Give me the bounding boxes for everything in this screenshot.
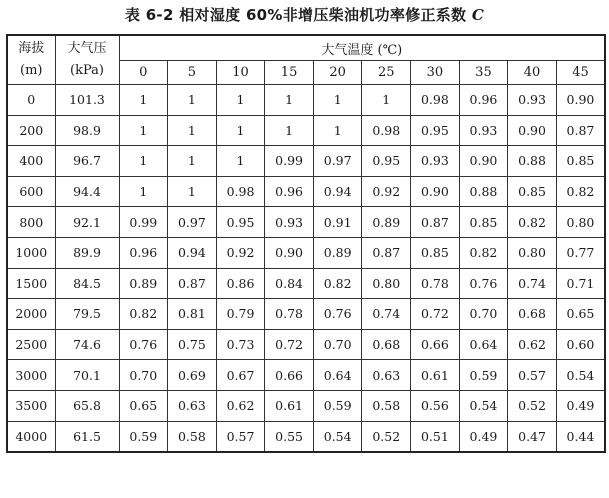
correction-factor-cell: 0.65 [119,390,168,421]
temperature-column-header: 25 [362,61,411,85]
table-row [7,268,605,299]
table-title-text: 表 6-2 相对湿度 60%非增压柴油机功率修正系数 [124,6,472,24]
correction-factor-cell: 0.66 [265,360,314,391]
correction-factor-cell: 0.73 [216,329,265,360]
temperature-column-header: 5 [168,61,217,85]
correction-factor-cell: 1 [216,146,265,177]
correction-factor-cell: 0.79 [216,299,265,330]
correction-factor-cell: 0.72 [411,299,460,330]
correction-factor-cell: 0.94 [168,237,217,268]
correction-factor-cell: 0.82 [508,207,557,238]
correction-factor-cell: 1 [265,115,314,146]
correction-factor-cell: 0.80 [362,268,411,299]
correction-factor-cell: 0.47 [508,421,557,452]
correction-factor-cell: 0.64 [313,360,362,391]
correction-factor-cell: 0.85 [459,207,508,238]
table-title [0,3,609,27]
correction-factor-cell: 0.80 [508,237,557,268]
correction-factor-cell: 0.78 [411,268,460,299]
correction-factor-cell: 0.90 [411,176,460,207]
altitude-header-unit: (m) [20,63,43,78]
altitude-cell: 800 [7,207,55,238]
correction-factor-cell: 0.90 [265,237,314,268]
correction-factor-cell: 0.97 [168,207,217,238]
correction-factor-cell: 0.89 [313,237,362,268]
correction-factor-cell: 0.71 [556,268,605,299]
correction-factor-cell: 1 [168,146,217,177]
correction-factor-cell: 0.78 [265,299,314,330]
correction-factor-cell: 0.54 [459,390,508,421]
correction-factor-cell: 0.96 [459,85,508,116]
correction-factor-cell: 0.63 [362,360,411,391]
correction-factor-cell: 0.69 [168,360,217,391]
correction-factor-cell: 0.81 [168,299,217,330]
correction-factor-cell: 0.74 [362,299,411,330]
temperature-column-header: 40 [508,61,557,85]
correction-factor-cell: 0.87 [362,237,411,268]
correction-factor-cell: 0.74 [508,268,557,299]
pressure-cell: 79.5 [55,299,119,330]
altitude-cell: 1500 [7,268,55,299]
pressure-header-label: 大气压 [67,41,107,56]
correction-factor-cell: 0.85 [556,146,605,177]
correction-factor-cell: 0.93 [265,207,314,238]
correction-factor-cell: 0.52 [362,421,411,452]
correction-factor-cell: 0.85 [508,176,557,207]
temperature-group-header: 大气温度 (℃) [119,35,605,61]
correction-factor-cell: 0.62 [508,329,557,360]
correction-factor-cell: 1 [168,176,217,207]
correction-factor-cell: 0.70 [119,360,168,391]
correction-factor-cell: 1 [119,115,168,146]
correction-factor-cell: 0.96 [119,237,168,268]
correction-factor-cell: 0.87 [411,207,460,238]
correction-factor-cell: 0.77 [556,237,605,268]
altitude-cell: 3500 [7,390,55,421]
correction-factor-cell: 0.76 [119,329,168,360]
temperature-column-header: 35 [459,61,508,85]
correction-factor-cell: 0.96 [265,176,314,207]
correction-factor-cell: 0.76 [313,299,362,330]
correction-factor-cell: 0.80 [556,207,605,238]
correction-factor-cell: 0.85 [411,237,460,268]
correction-factor-cell: 0.75 [168,329,217,360]
correction-factor-cell: 0.49 [556,390,605,421]
correction-factor-cell: 0.90 [508,115,557,146]
correction-factor-cell: 0.93 [411,146,460,177]
correction-factor-cell: 0.70 [313,329,362,360]
correction-factor-cell: 1 [119,146,168,177]
pressure-cell: 84.5 [55,268,119,299]
correction-factor-cell: 0.93 [508,85,557,116]
correction-factor-cell: 0.97 [313,146,362,177]
pressure-cell: 65.8 [55,390,119,421]
pressure-cell: 92.1 [55,207,119,238]
correction-factor-cell: 1 [168,115,217,146]
correction-factor-cell: 0.76 [459,268,508,299]
correction-factor-cell: 0.52 [508,390,557,421]
pressure-header [55,35,119,85]
correction-factor-cell: 1 [265,85,314,116]
pressure-cell: 98.9 [55,115,119,146]
correction-factor-cell: 0.93 [459,115,508,146]
correction-factor-cell: 0.87 [168,268,217,299]
correction-factor-cell: 0.68 [508,299,557,330]
correction-factor-cell: 1 [313,115,362,146]
table-row [7,360,605,391]
table-row [7,390,605,421]
correction-factor-cell: 0.92 [362,176,411,207]
correction-factor-cell: 0.82 [459,237,508,268]
correction-factor-cell: 0.62 [216,390,265,421]
correction-factor-cell: 0.57 [216,421,265,452]
table-row [7,146,605,177]
correction-factor-cell: 0.44 [556,421,605,452]
correction-factor-cell: 0.84 [265,268,314,299]
correction-factor-cell: 0.59 [459,360,508,391]
altitude-cell: 2000 [7,299,55,330]
correction-factor-cell: 1 [216,85,265,116]
correction-factor-cell: 0.98 [362,115,411,146]
pressure-cell: 89.9 [55,237,119,268]
table-row [7,421,605,452]
pressure-cell: 74.6 [55,329,119,360]
correction-factor-cell: 0.66 [411,329,460,360]
table-row [7,207,605,238]
correction-factor-cell: 1 [216,115,265,146]
temperature-column-header: 30 [411,61,460,85]
table-row [7,237,605,268]
correction-factor-cell: 0.88 [459,176,508,207]
correction-factor-cell: 0.95 [411,115,460,146]
correction-factor-cell: 1 [168,85,217,116]
pressure-header-unit: (kPa) [70,63,104,78]
correction-factor-cell: 0.94 [313,176,362,207]
correction-factor-cell: 0.90 [556,85,605,116]
correction-factor-cell: 0.59 [119,421,168,452]
table-row [7,299,605,330]
correction-factor-cell: 0.57 [508,360,557,391]
correction-factor-cell: 0.63 [168,390,217,421]
correction-factor-cell: 0.72 [265,329,314,360]
altitude-cell: 4000 [7,421,55,452]
table-row [7,115,605,146]
correction-factor-cell: 1 [313,85,362,116]
correction-factor-cell: 1 [119,85,168,116]
altitude-cell: 0 [7,85,55,116]
correction-factor-cell: 0.90 [459,146,508,177]
correction-factor-cell: 0.55 [265,421,314,452]
correction-factor-cell: 0.51 [411,421,460,452]
altitude-cell: 600 [7,176,55,207]
correction-factor-cell: 1 [362,85,411,116]
altitude-header-label: 海拔 [18,41,45,56]
correction-factor-cell: 0.99 [265,146,314,177]
correction-factor-cell: 1 [119,176,168,207]
correction-factor-cell: 0.82 [119,299,168,330]
correction-factor-cell: 0.58 [168,421,217,452]
correction-factor-cell: 0.95 [216,207,265,238]
correction-factor-cell: 0.56 [411,390,460,421]
correction-factor-cell: 0.61 [411,360,460,391]
correction-factor-cell: 0.58 [362,390,411,421]
correction-factor-cell: 0.61 [265,390,314,421]
temperature-column-header: 10 [216,61,265,85]
temperature-column-header: 15 [265,61,314,85]
table-body [7,85,605,453]
correction-factor-cell: 0.54 [556,360,605,391]
correction-factor-cell: 0.92 [216,237,265,268]
correction-factor-cell: 0.64 [459,329,508,360]
pressure-cell: 70.1 [55,360,119,391]
table-row [7,85,605,116]
header-row-group [7,35,605,61]
correction-factor-cell: 0.98 [216,176,265,207]
correction-factor-table [6,34,606,453]
correction-factor-cell: 0.54 [313,421,362,452]
temperature-column-header: 45 [556,61,605,85]
correction-factor-cell: 0.68 [362,329,411,360]
altitude-cell: 200 [7,115,55,146]
altitude-cell: 1000 [7,237,55,268]
pressure-cell: 101.3 [55,85,119,116]
correction-factor-cell: 0.99 [119,207,168,238]
correction-factor-cell: 0.89 [362,207,411,238]
correction-factor-cell: 0.70 [459,299,508,330]
temperature-column-header: 0 [119,61,168,85]
altitude-cell: 400 [7,146,55,177]
pressure-cell: 96.7 [55,146,119,177]
correction-factor-cell: 0.91 [313,207,362,238]
table-row [7,329,605,360]
correction-factor-cell: 0.86 [216,268,265,299]
correction-factor-cell: 0.82 [556,176,605,207]
correction-factor-cell: 0.98 [411,85,460,116]
pressure-cell: 61.5 [55,421,119,452]
correction-factor-cell: 0.60 [556,329,605,360]
altitude-header [7,35,55,85]
table-title-symbol: C [471,6,485,24]
correction-factor-cell: 0.49 [459,421,508,452]
altitude-cell: 2500 [7,329,55,360]
correction-factor-cell: 0.89 [119,268,168,299]
correction-factor-cell: 0.82 [313,268,362,299]
correction-factor-cell: 0.65 [556,299,605,330]
altitude-cell: 3000 [7,360,55,391]
correction-factor-cell: 0.95 [362,146,411,177]
pressure-cell: 94.4 [55,176,119,207]
table-row [7,176,605,207]
correction-factor-cell: 0.59 [313,390,362,421]
correction-factor-cell: 0.67 [216,360,265,391]
correction-factor-cell: 0.88 [508,146,557,177]
temperature-column-header: 20 [313,61,362,85]
correction-factor-cell: 0.87 [556,115,605,146]
